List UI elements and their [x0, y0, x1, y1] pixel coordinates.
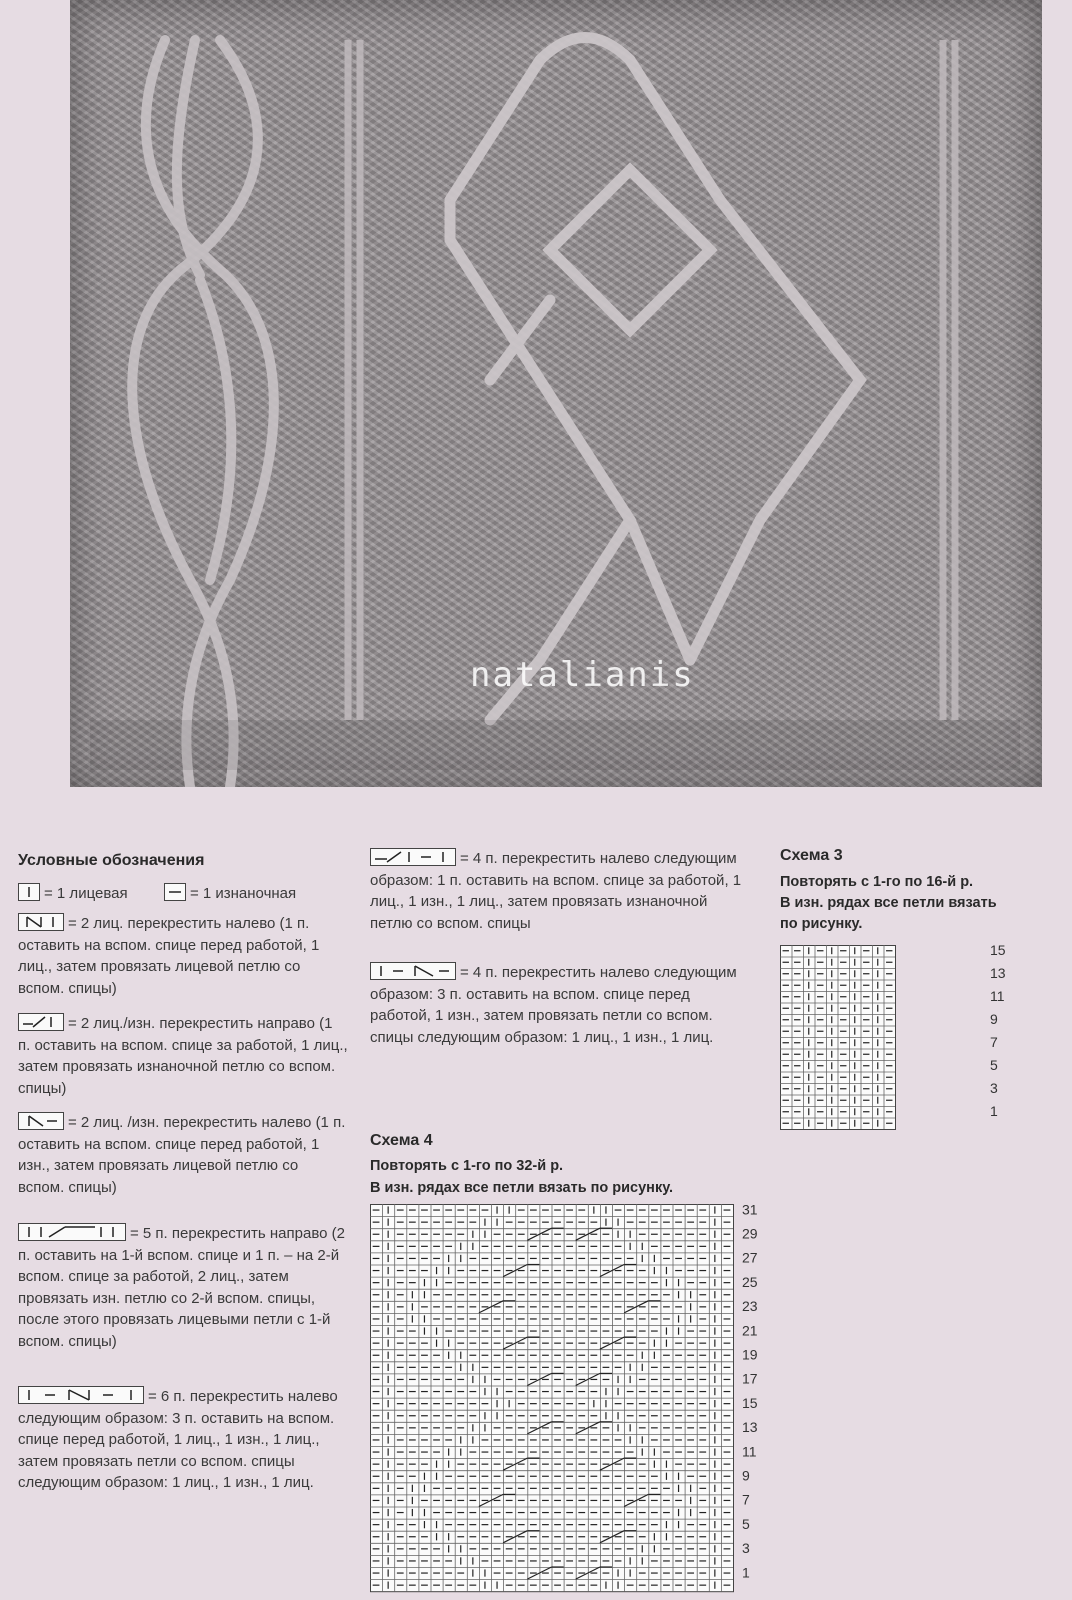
row-label: 23 [742, 1298, 758, 1315]
legend-entry-5-right-cross [18, 1223, 348, 1352]
row-label: 21 [742, 1322, 758, 1339]
row-label: 3 [990, 1079, 998, 1096]
row-label: 15 [990, 945, 1006, 958]
legend-entry-right-cross [18, 1013, 348, 1099]
legend-entry-4-left-cross-b [370, 962, 750, 1048]
grid-lines [370, 1204, 734, 1592]
cross-knit-purl-left-icon [18, 1112, 64, 1130]
legend-entry-text: = 2 лиц. /изн. перекрестить налево (1 п. оставить на вспом. спице перед работой, 1 изн., затем провязать лицевой петлю со вспом. спицы) [18, 1114, 346, 1196]
legend-entry-6-left-cross [18, 1386, 348, 1494]
row-label: 17 [742, 1370, 758, 1387]
legend-knit-purl [18, 883, 358, 905]
scheme3-note-1: Повторять с 1-го по 16-й р. [780, 874, 974, 890]
knit-stitch-icon [18, 883, 40, 901]
row-label: 1 [742, 1564, 750, 1581]
row-label: 7 [990, 1033, 998, 1050]
cross-4-left-b-icon [370, 962, 456, 980]
row-label: 5 [990, 1056, 998, 1073]
legend-entry-text: = 5 п. перекрестить направо (2 п. оставить на 1-й вспом. спице и 1 п. – на 2-й вспом. спице за работой, 2 лиц., затем провязать изн. петлю со 2-й вспом. спицы, после этого провязать лицевыми петли с 1-й вспом. спицы) [18, 1225, 345, 1350]
row-label: 15 [742, 1394, 758, 1411]
row-label: 19 [742, 1346, 758, 1363]
legend-title: Условные обозначения [18, 852, 205, 869]
watermark-text: natalianis [470, 655, 695, 695]
row-label: 25 [742, 1273, 758, 1290]
scheme4-grid [370, 1204, 1070, 1598]
legend-purl-label: = 1 изнаночная [189, 885, 297, 902]
row-label: 13 [742, 1419, 758, 1436]
legend-entry-2-left-cross [18, 913, 348, 999]
legend-entry-4-left-cross-a [370, 848, 750, 934]
legend-entry-text: = 6 п. перекрестить налево следующим образом: 3 п. оставить на вспом. спице перед работой, 1 лиц., 1 изн., 1 лиц., затем провязать петли со вспом. спицы следующим образом: 1 лиц., 1 изн., 1 лиц. [18, 1388, 338, 1491]
row-label: 27 [742, 1249, 758, 1266]
legend-entry-text: = 4 п. перекрестить налево следующим образом: 3 п. оставить на вспом. спице перед работой, 1 изн., затем провязать петли со вспом. спицы следующим образом: 1 лиц., 1 изн., 1 лиц. [370, 964, 737, 1046]
scheme4-title: Схема 4 [370, 1132, 433, 1149]
row-label: 1 [990, 1102, 998, 1119]
row-label: 3 [742, 1540, 750, 1557]
cross-4-left-a-icon [370, 848, 456, 866]
row-label: 5 [742, 1515, 750, 1532]
legend-entry-text: = 2 лиц. перекрестить налево (1 п. оставить на вспом. спице перед работой, 1 лиц., затем провязать лицевой петлю со вспом. спицы) [18, 915, 320, 997]
cross-knit-purl-right-icon [18, 1013, 64, 1031]
legend-entry-text: = 2 лиц./изн. перекрестить направо (1 п. оставить на вспом. спице за работой, 1 лиц., затем провязать изнаночной петлю со вспом. спицы) [18, 1015, 348, 1097]
cross-6-left-icon [18, 1386, 144, 1404]
legend-knit-label: = 1 лицевая [44, 885, 128, 902]
row-label: 31 [742, 1204, 758, 1218]
row-label: 11 [742, 1443, 757, 1460]
cross-5-right-icon [18, 1223, 126, 1241]
scheme4-note-1: Повторять с 1-го по 32-й р. [370, 1158, 564, 1174]
row-label: 13 [990, 964, 1006, 981]
row-label: 9 [990, 1010, 998, 1027]
cross-2-left-icon [18, 913, 64, 931]
scheme3-note-2: В изн. рядах все петли вязать [780, 895, 997, 911]
legend-entry-left-cross-purl [18, 1112, 348, 1198]
purl-stitch-icon [164, 883, 186, 901]
row-label: 29 [742, 1225, 758, 1242]
scheme3-title: Схема 3 [780, 847, 843, 864]
knitted-sample-photo [70, 0, 1042, 787]
legend-entry-text: = 4 п. перекрестить налево следующим образом: 1 п. оставить на вспом. спице за работой, 1 лиц., 1 изн., 1 лиц., затем провязать изнаночной петлю со вспом. спицы [370, 850, 742, 932]
row-label: 7 [742, 1491, 750, 1508]
scheme3-note-3: по рисунку. [780, 916, 863, 932]
row-label: 9 [742, 1467, 750, 1484]
scheme3-grid [780, 945, 1060, 1137]
scheme4-note-2: В изн. рядах все петли вязать по рисунку. [370, 1180, 674, 1196]
row-label: 11 [990, 987, 1005, 1004]
